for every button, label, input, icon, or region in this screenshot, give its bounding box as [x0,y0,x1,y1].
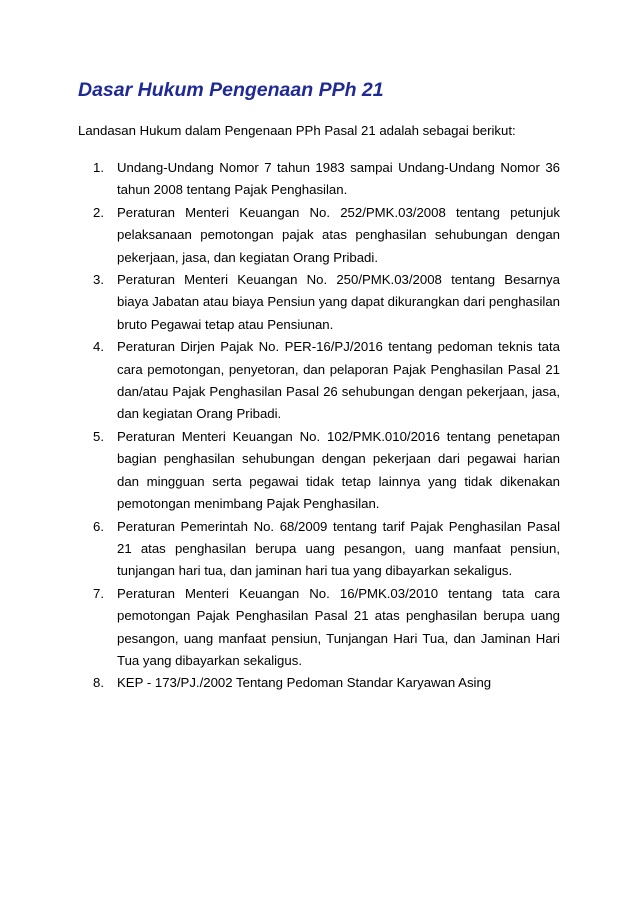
list-item [90,426,560,516]
list-item [90,583,560,673]
list-item-text: Peraturan Dirjen Pajak No. PER-16/PJ/2016 tentang pedoman teknis tata cara pemotongan, penyetoran, dan pelaporan Pajak Penghasilan Pasal 21 dan/atau Pajak Penghasilan Pasal 26 sehubungan dengan pekerjaan, jasa, dan kegiatan Orang Pribadi. [117,339,560,422]
intro-paragraph: Landasan Hukum dalam Pengenaan PPh Pasal 21 adalah sebagai berikut: [78,123,516,138]
list-item-number: 7. [93,585,104,601]
document-title: Dasar Hukum Pengenaan PPh 21 [78,79,384,101]
legal-basis-list [90,157,560,695]
list-item-number: 6. [93,518,104,534]
list-item-text: Peraturan Menteri Keuangan No. 102/PMK.010/2016 tentang penetapan bagian penghasilan sehubungan dengan pekerjaan dari pegawai harian dan mingguan serta pegawai tidak tetap lainnya yang tidak dikenakan pemotongan menimbang Pajak Penghasilan. [117,428,560,512]
list-item-number: 1. [93,160,104,175]
list-item [90,336,560,426]
list-item [90,672,560,694]
list-item [90,202,560,269]
list-item-number: 5. [93,428,104,444]
list-item-text: KEP - 173/PJ./2002 Tentang Pedoman Standar Karyawan Asing [117,675,492,691]
list-item [90,269,560,336]
list-item [90,157,560,202]
list-item-number: 8. [93,675,104,691]
list-item-text: Peraturan Pemerintah No. 68/2009 tentang tarif Pajak Penghasilan Pasal 21 atas penghasilan berupa uang pesangon, uang manfaat pensiun, tunjangan hari tua, dan jaminan hari tua yang dibayarkan sekaligus. [117,518,560,579]
list-item-text: Undang-Undang Nomor 7 tahun 1983 sampai Undang-Undang Nomor 36 tahun 2008 tentang Pajak Penghasilan. [117,160,560,198]
list-item-number: 3. [93,272,104,288]
list-item [90,516,560,583]
list-item-text: Peraturan Menteri Keuangan No. 252/PMK.03/2008 tentang petunjuk pelaksanaan pemotongan pajak atas penghasilan sehubungan dengan pekerjaan, jasa, dan kegiatan Orang Pribadi. [117,204,560,265]
list-item-number: 4. [93,339,104,355]
list-item-text: Peraturan Menteri Keuangan No. 250/PMK.03/2008 tentang Besarnya biaya Jabatan atau biaya Pensiun yang dapat dikurangkan dari penghasilan bruto Pegawai tetap atau Pensiunan. [117,272,560,332]
list-item-text: Peraturan Menteri Keuangan No. 16/PMK.03/2010 tentang tata cara pemotongan Pajak Penghasilan Pasal 21 atas penghasilan berupa uang pesangon, uang manfaat pensiun, Tunjangan Hari Tua, dan Jaminan Hari Tua yang dibayarkan sekaligus. [117,585,560,668]
list-item-number: 2. [93,204,104,220]
